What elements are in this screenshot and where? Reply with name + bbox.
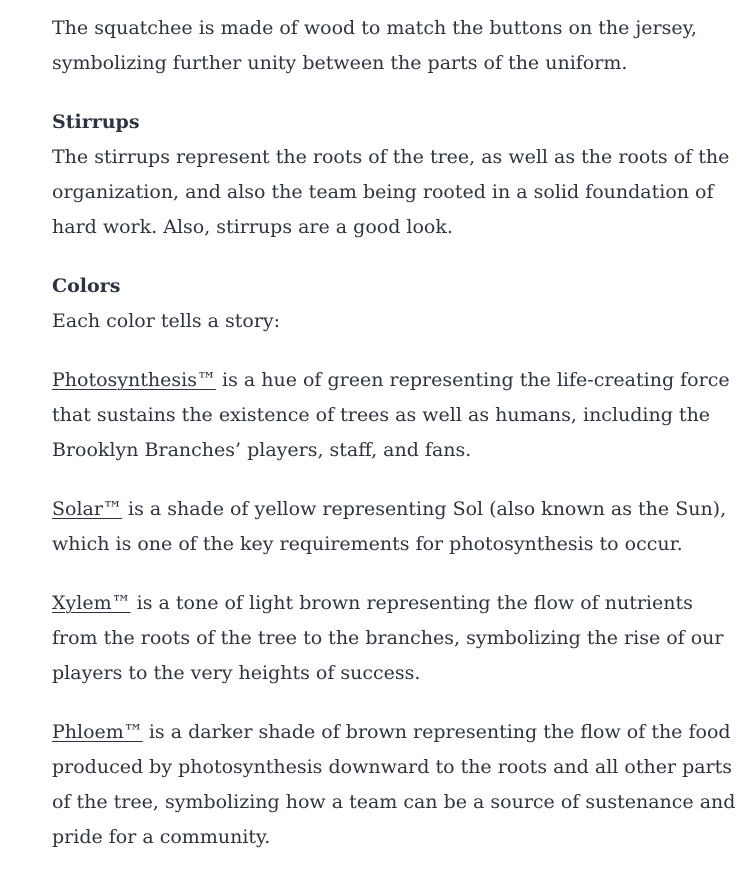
xylem-link[interactable]: Xylem™: [52, 592, 131, 614]
color-item-phloem: [52, 715, 742, 855]
article-body: [52, 11, 742, 879]
photosynthesis-description: is a hue of green representing the life-creating force that sustains the existence of trees as well as humans, including the Brooklyn Branches’ players, staff, and fans.: [52, 369, 730, 461]
colors-section: [52, 269, 742, 339]
color-item-solar: [52, 492, 742, 562]
colors-heading: Colors: [52, 275, 121, 297]
phloem-description: is a darker shade of brown representing the flow of the food produced by photosynthesis downward to the roots and all other parts of the tree, symbolizing how a team can be a source of sustenance and pride for a community.: [52, 721, 736, 848]
squatchee-paragraph: The squatchee is made of wood to match the buttons on the jersey, symbolizing further unity between the parts of the uniform.: [52, 17, 697, 74]
stirrups-paragraph: The stirrups represent the roots of the tree, as well as the roots of the organization, and also the team being rooted in a solid foundation of hard work. Also, stirrups are a good look.: [52, 146, 730, 238]
stirrups-section: [52, 105, 742, 245]
color-item-xylem: [52, 586, 742, 691]
solar-link[interactable]: Solar™: [52, 498, 122, 520]
photosynthesis-link[interactable]: Photosynthesis™: [52, 369, 216, 391]
colors-intro: Each color tells a story:: [52, 310, 281, 332]
xylem-description: is a tone of light brown representing the flow of nutrients from the roots of the tree to the branches, symbolizing the rise of our players to the very heights of success.: [52, 592, 724, 684]
color-item-photosynthesis: [52, 363, 742, 468]
phloem-link[interactable]: Phloem™: [52, 721, 143, 743]
stirrups-heading: Stirrups: [52, 111, 140, 133]
solar-description: is a shade of yellow representing Sol (also known as the Sun), which is one of the key requirements for photosynthesis to occur.: [52, 498, 727, 555]
